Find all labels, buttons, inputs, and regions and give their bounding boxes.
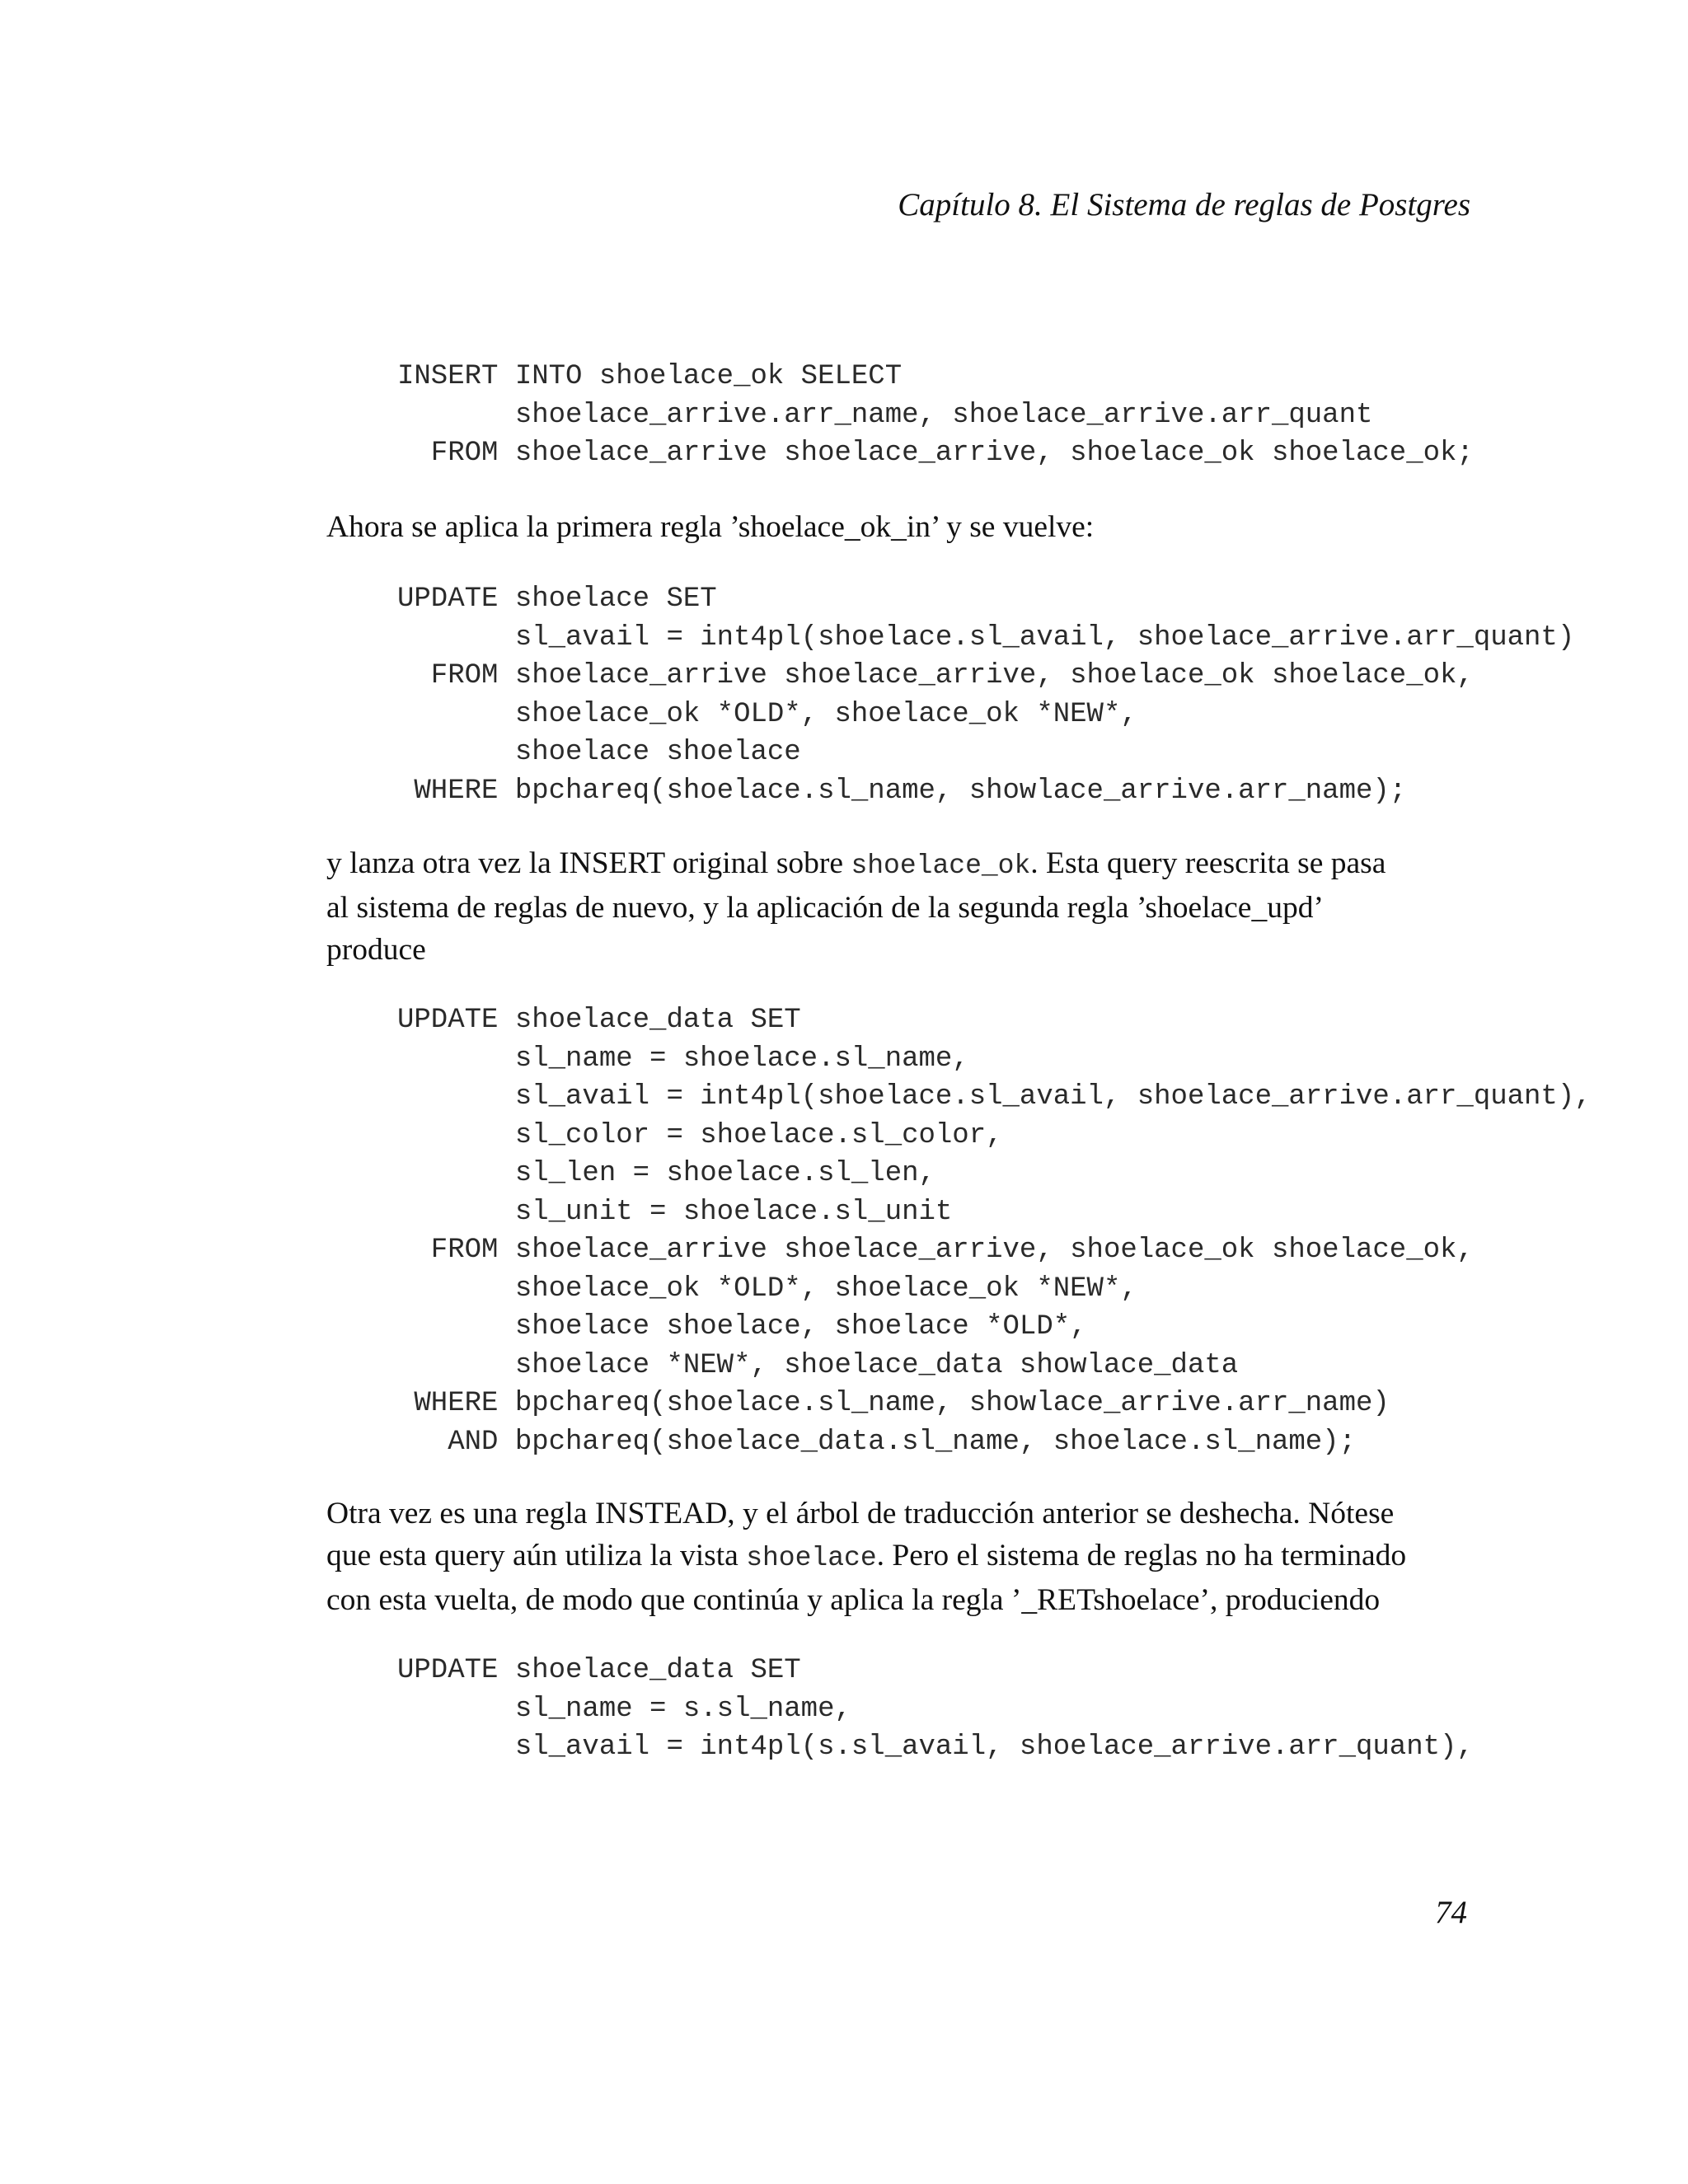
code-line: AND bpchareq(shoelace_data.sl_name, shoelace.sl_name); xyxy=(397,1426,1356,1458)
paragraph-insert-again xyxy=(326,842,1497,971)
paragraph-line: con esta vuelta, de modo que continúa y aplica la regla ’_RETshoelace’, produciendo xyxy=(326,1583,1381,1617)
code-line: sl_avail = int4pl(shoelace.sl_avail, shoelace_arrive.arr_quant), xyxy=(397,1081,1592,1113)
text-run: . Pero el sistema de reglas no ha terminado xyxy=(876,1539,1407,1572)
code-line: shoelace_ok *OLD*, shoelace_ok *NEW*, xyxy=(397,698,1137,730)
paragraph-line xyxy=(326,842,1497,887)
code-line: shoelace_ok *OLD*, shoelace_ok *NEW*, xyxy=(397,1272,1137,1305)
inline-code: shoelace xyxy=(746,1543,877,1573)
code-line: UPDATE shoelace_data SET xyxy=(397,1005,801,1036)
code-line: sl_unit = shoelace.sl_unit xyxy=(397,1196,953,1228)
paragraph-rule-applied xyxy=(326,506,1497,548)
code-line: sl_name = s.sl_name, xyxy=(397,1693,851,1725)
code-line: FROM shoelace_arrive shoelace_arrive, shoelace_ok shoelace_ok; xyxy=(397,438,1474,469)
text-run: . Esta query reescrita se pasa xyxy=(1030,846,1386,880)
page-number: 74 xyxy=(1435,1895,1467,1930)
code-line: shoelace_arrive.arr_name, shoelace_arrive.arr_quant xyxy=(397,399,1373,431)
code-line: sl_name = shoelace.sl_name, xyxy=(397,1043,969,1075)
text-run: y lanza otra vez la INSERT original sobre xyxy=(326,846,851,880)
paragraph-line: al sistema de reglas de nuevo, y la aplicación de la segunda regla ’shoelace_upd’ xyxy=(326,891,1324,925)
code-line: sl_avail = int4pl(s.sl_avail, shoelace_arrive.arr_quant), xyxy=(397,1732,1474,1763)
chapter-header: Capítulo 8. El Sistema de reglas de Postgres xyxy=(898,187,1470,223)
paragraph-line: produce xyxy=(326,933,426,967)
inline-code: shoelace_ok xyxy=(851,851,1031,881)
code-line: shoelace shoelace, shoelace *OLD*, xyxy=(397,1311,1087,1343)
code-block-insert xyxy=(397,358,1474,473)
code-block-update-shoelace-data xyxy=(397,1001,1592,1461)
code-line: WHERE bpchareq(shoelace.sl_name, showlace_arrive.arr_name); xyxy=(397,775,1407,807)
code-line: shoelace *NEW*, shoelace_data showlace_data xyxy=(397,1349,1239,1381)
code-line: sl_len = shoelace.sl_len, xyxy=(397,1158,935,1189)
code-line: WHERE bpchareq(shoelace.sl_name, showlace_arrive.arr_name) xyxy=(397,1388,1390,1419)
code-line: INSERT INTO shoelace_ok SELECT xyxy=(397,361,903,392)
code-line: UPDATE shoelace SET xyxy=(397,583,717,615)
code-line: UPDATE shoelace_data SET xyxy=(397,1655,801,1686)
code-line: shoelace shoelace xyxy=(397,737,801,768)
code-line: sl_color = shoelace.sl_color, xyxy=(397,1119,1003,1151)
code-block-update-shoelace xyxy=(397,580,1574,810)
text-run: que esta query aún utiliza la vista xyxy=(326,1539,747,1572)
paragraph-instead-rule xyxy=(326,1493,1497,1621)
code-line: FROM shoelace_arrive shoelace_arrive, shoelace_ok shoelace_ok, xyxy=(397,660,1474,691)
code-block-update-shoelace-data-s xyxy=(397,1652,1474,1767)
code-line: sl_avail = int4pl(shoelace.sl_avail, shoelace_arrive.arr_quant) xyxy=(397,621,1575,654)
paragraph-line: Ahora se aplica la primera regla ’shoelace_ok_in’ y se vuelve: xyxy=(326,510,1095,544)
paragraph-line xyxy=(326,1535,1497,1579)
code-line: FROM shoelace_arrive shoelace_arrive, shoelace_ok shoelace_ok, xyxy=(397,1235,1474,1266)
paragraph-line: Otra vez es una regla INSTEAD, y el árbol de traducción anterior se deshecha. Nótese xyxy=(326,1497,1395,1530)
